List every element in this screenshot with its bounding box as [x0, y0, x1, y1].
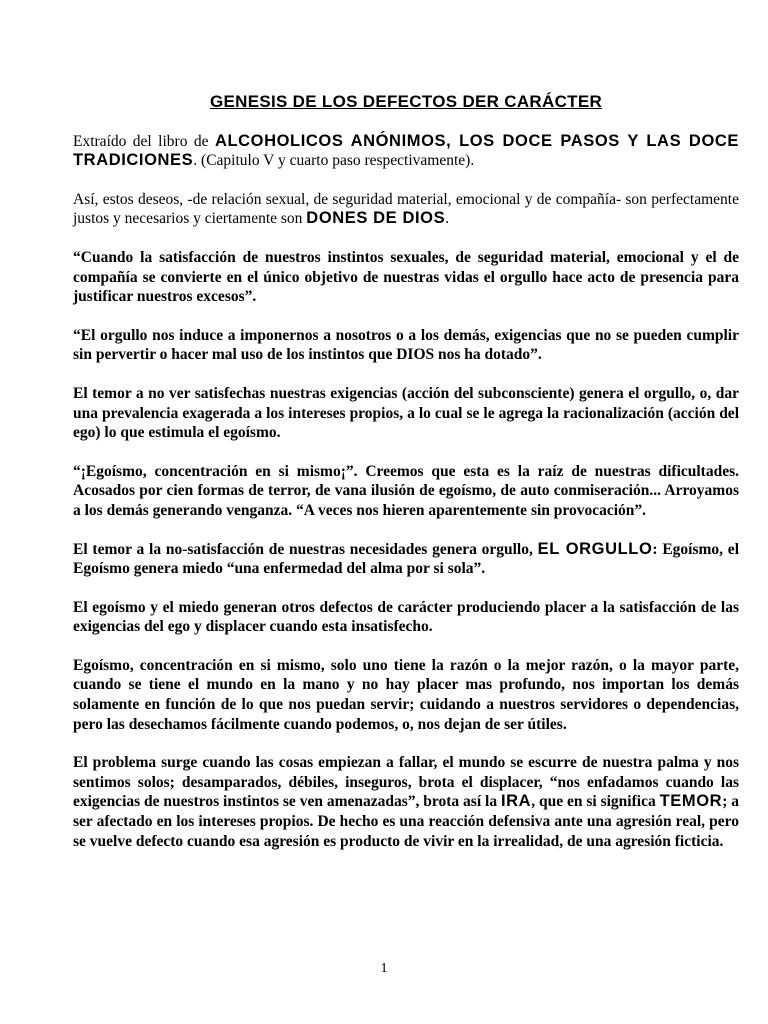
page-number: 1: [380, 961, 388, 976]
paragraph: [73, 248, 739, 307]
paragraph: [73, 190, 739, 229]
paragraph-text: : Egoísmo, el Egoísmo genera miedo “una enfermedad del alma por si sola”.: [73, 540, 739, 578]
paragraph-text: “¡Egoísmo, concentración en si mismo¡”. Creemos que esta es la raíz de nuestras dificultades. Acosados por cien formas de terror, de vana ilusión de egoísmo, de auto conmiseración... Arroyamos a los demás generando venganza. “A veces nos hieren aparentemente sin provocación”.: [73, 462, 739, 519]
paragraph-text: El problema surge cuando las cosas empiezan a fallar, el mundo se escurre de nuestra palma y nos sentimos solos; desamparados, débiles, inseguros, brota el displacer, “nos enfadamos cuando las exigencias de nuestros instintos se ven amenazadas”, brota así la: [73, 754, 739, 811]
emphasis-text: EL ORGULLO: [537, 539, 653, 558]
paragraph-text: El egoísmo y el miedo generan otros defectos de carácter produciendo placer a la satisfacción de las exigencias del ego y displacer cuando esta insatisfecho.: [73, 598, 739, 636]
paragraph: [73, 326, 739, 365]
paragraph: [73, 132, 739, 171]
paragraph-text: ; a ser afectado en los intereses propios. De hecho es una reacción defensiva ante una agresión real, pero se vuelve defecto cuando esa agresión es producto de vivir en la irrealidad, de una agresión ficticia.: [73, 793, 739, 850]
emphasis-text: TEMOR: [659, 792, 723, 811]
paragraph-text: El temor a la no-satisfacción de nuestras necesidades genera orgullo,: [73, 540, 538, 558]
paragraph-text: “El orgullo nos induce a imponernos a nosotros o a los demás, exigencias que no se pueden cumplir sin pervertir o hacer mal uso de los instintos que DIOS nos ha dotado”.: [73, 326, 739, 364]
paragraph-text: El temor a no ver satisfechas nuestras exigencias (acción del subconsciente) genera el orgullo, o, dar una prevalencia exagerada a los intereses propios, a lo cual se le agrega la racionalización (acción del ego) lo que estimula el egoísmo.: [73, 384, 739, 442]
paragraph: [73, 462, 739, 521]
paragraph: [73, 384, 739, 443]
emphasis-text: ALCOHOLICOS ANÓNIMOS, LOS DOCE PASOS Y LAS DOCE TRADICIONES: [73, 131, 739, 170]
paragraph: [73, 656, 739, 734]
paragraph: [73, 598, 739, 637]
paragraph-text: “Cuando la satisfacción de nuestros instintos sexuales, de seguridad material, emocional y el de compañía se convierte en el único objetivo de nuestras vidas el orgullo hace acto de presencia para justificar nuestros excesos”.: [73, 248, 739, 306]
paragraph-text: Extraído del libro de: [73, 132, 215, 150]
paragraph-text: Así, estos deseos, -de relación sexual, de seguridad material, emocional y de compañía- son perfectamente justos y necesarios y ciertamente son: [73, 190, 739, 228]
paragraph-text: .: [445, 210, 450, 228]
document-title: GENESIS DE LOS DEFECTOS DER CARÁCTER: [209, 92, 603, 111]
emphasis-text: IRA: [500, 792, 532, 811]
emphasis-text: DONES DE DIOS: [306, 209, 446, 228]
paragraph-text: Egoísmo, concentración en si mismo, solo uno tiene la razón o la mejor razón, o la mayor parte, cuando se tiene el mundo en la mano y no hay placer mas profundo, nos importan los demás solamente en función de lo que nos puedan servir; cuidando a nuestros servidores o dependencias, pero las desechamos fácilmente cuando podemos, o, nos dejan de ser útiles.: [73, 656, 739, 733]
paragraph-text: . (Capitulo V y cuarto paso respectivamente).: [193, 152, 475, 170]
document-page: [73, 92, 739, 870]
paragraph: [73, 753, 739, 851]
paragraph-text: , que en si significa: [531, 793, 660, 811]
document-body: [73, 132, 739, 852]
paragraph: [73, 540, 739, 579]
